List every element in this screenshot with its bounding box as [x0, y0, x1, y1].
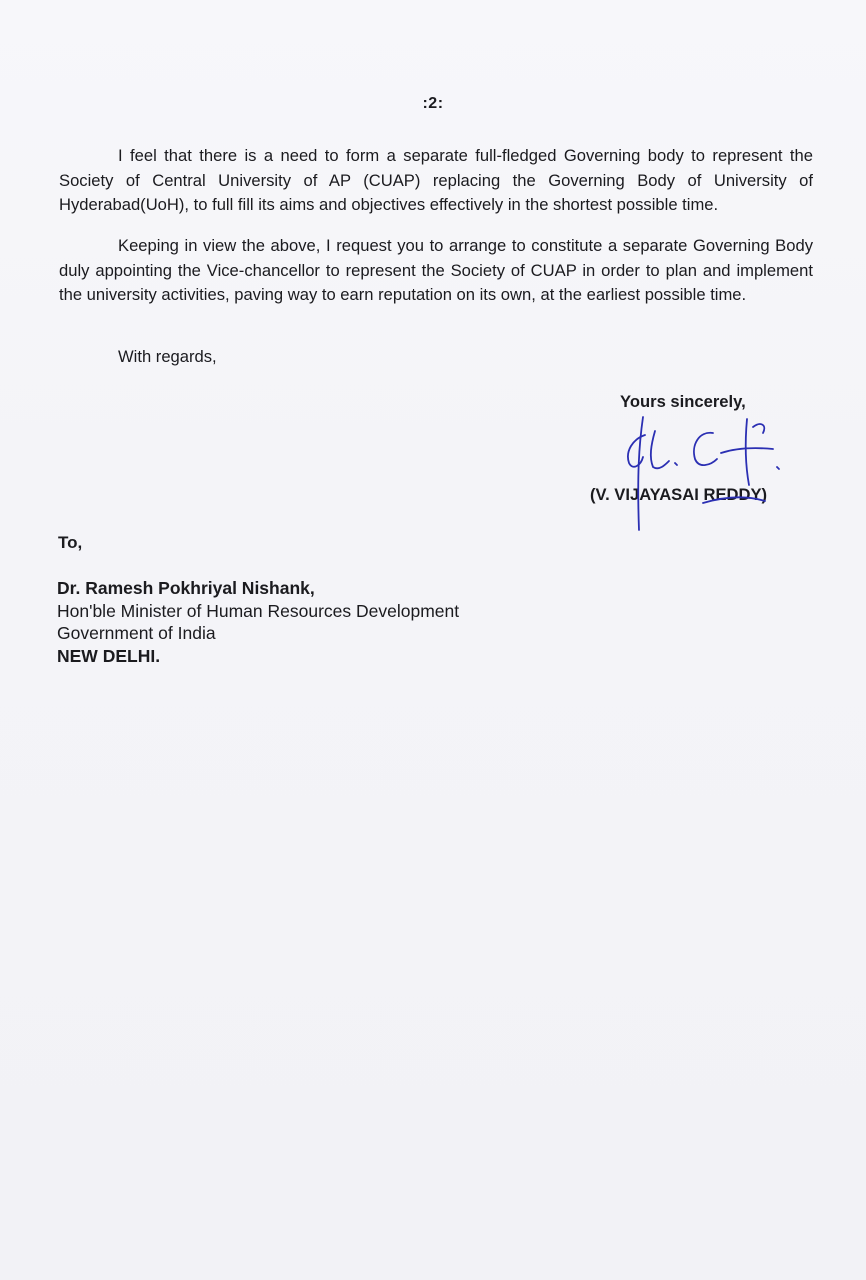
closing-salutation: With regards, [118, 347, 217, 366]
page-number: :2: [422, 95, 444, 112]
recipient-designation: Hon'ble Minister of Human Resources Development [57, 600, 460, 621]
recipient-address [57, 577, 459, 667]
recipient-organization: Government of India [57, 623, 216, 643]
body-paragraph-1: I feel that there is a need to form a separate full-fledged Governing body to represent the Society of Central University of AP (CUAP) replacing the Governing Body of University of Hyderabad(UoH), to full fill its aims and objectives effectively in the shortest possible time. [59, 146, 813, 214]
body-paragraph-2: Keeping in view the above, I request you to arrange to constitute a separate Governing Body duly appointing the Vice-chancellor to represent the Society of CUAP in order to plan and implement the university activities, paving way to earn reputation on its own, at the earliest possible time. [59, 236, 813, 304]
to-label: To, [58, 533, 83, 552]
handwritten-signature [595, 405, 795, 535]
recipient-city: NEW DELHI. [57, 645, 161, 666]
sign-off: Yours sincerely, [620, 392, 746, 411]
recipient-name: Dr. Ramesh Pokhriyal Nishank, [57, 578, 315, 598]
signatory-name: (V. VIJAYASAI REDDY) [590, 485, 768, 504]
